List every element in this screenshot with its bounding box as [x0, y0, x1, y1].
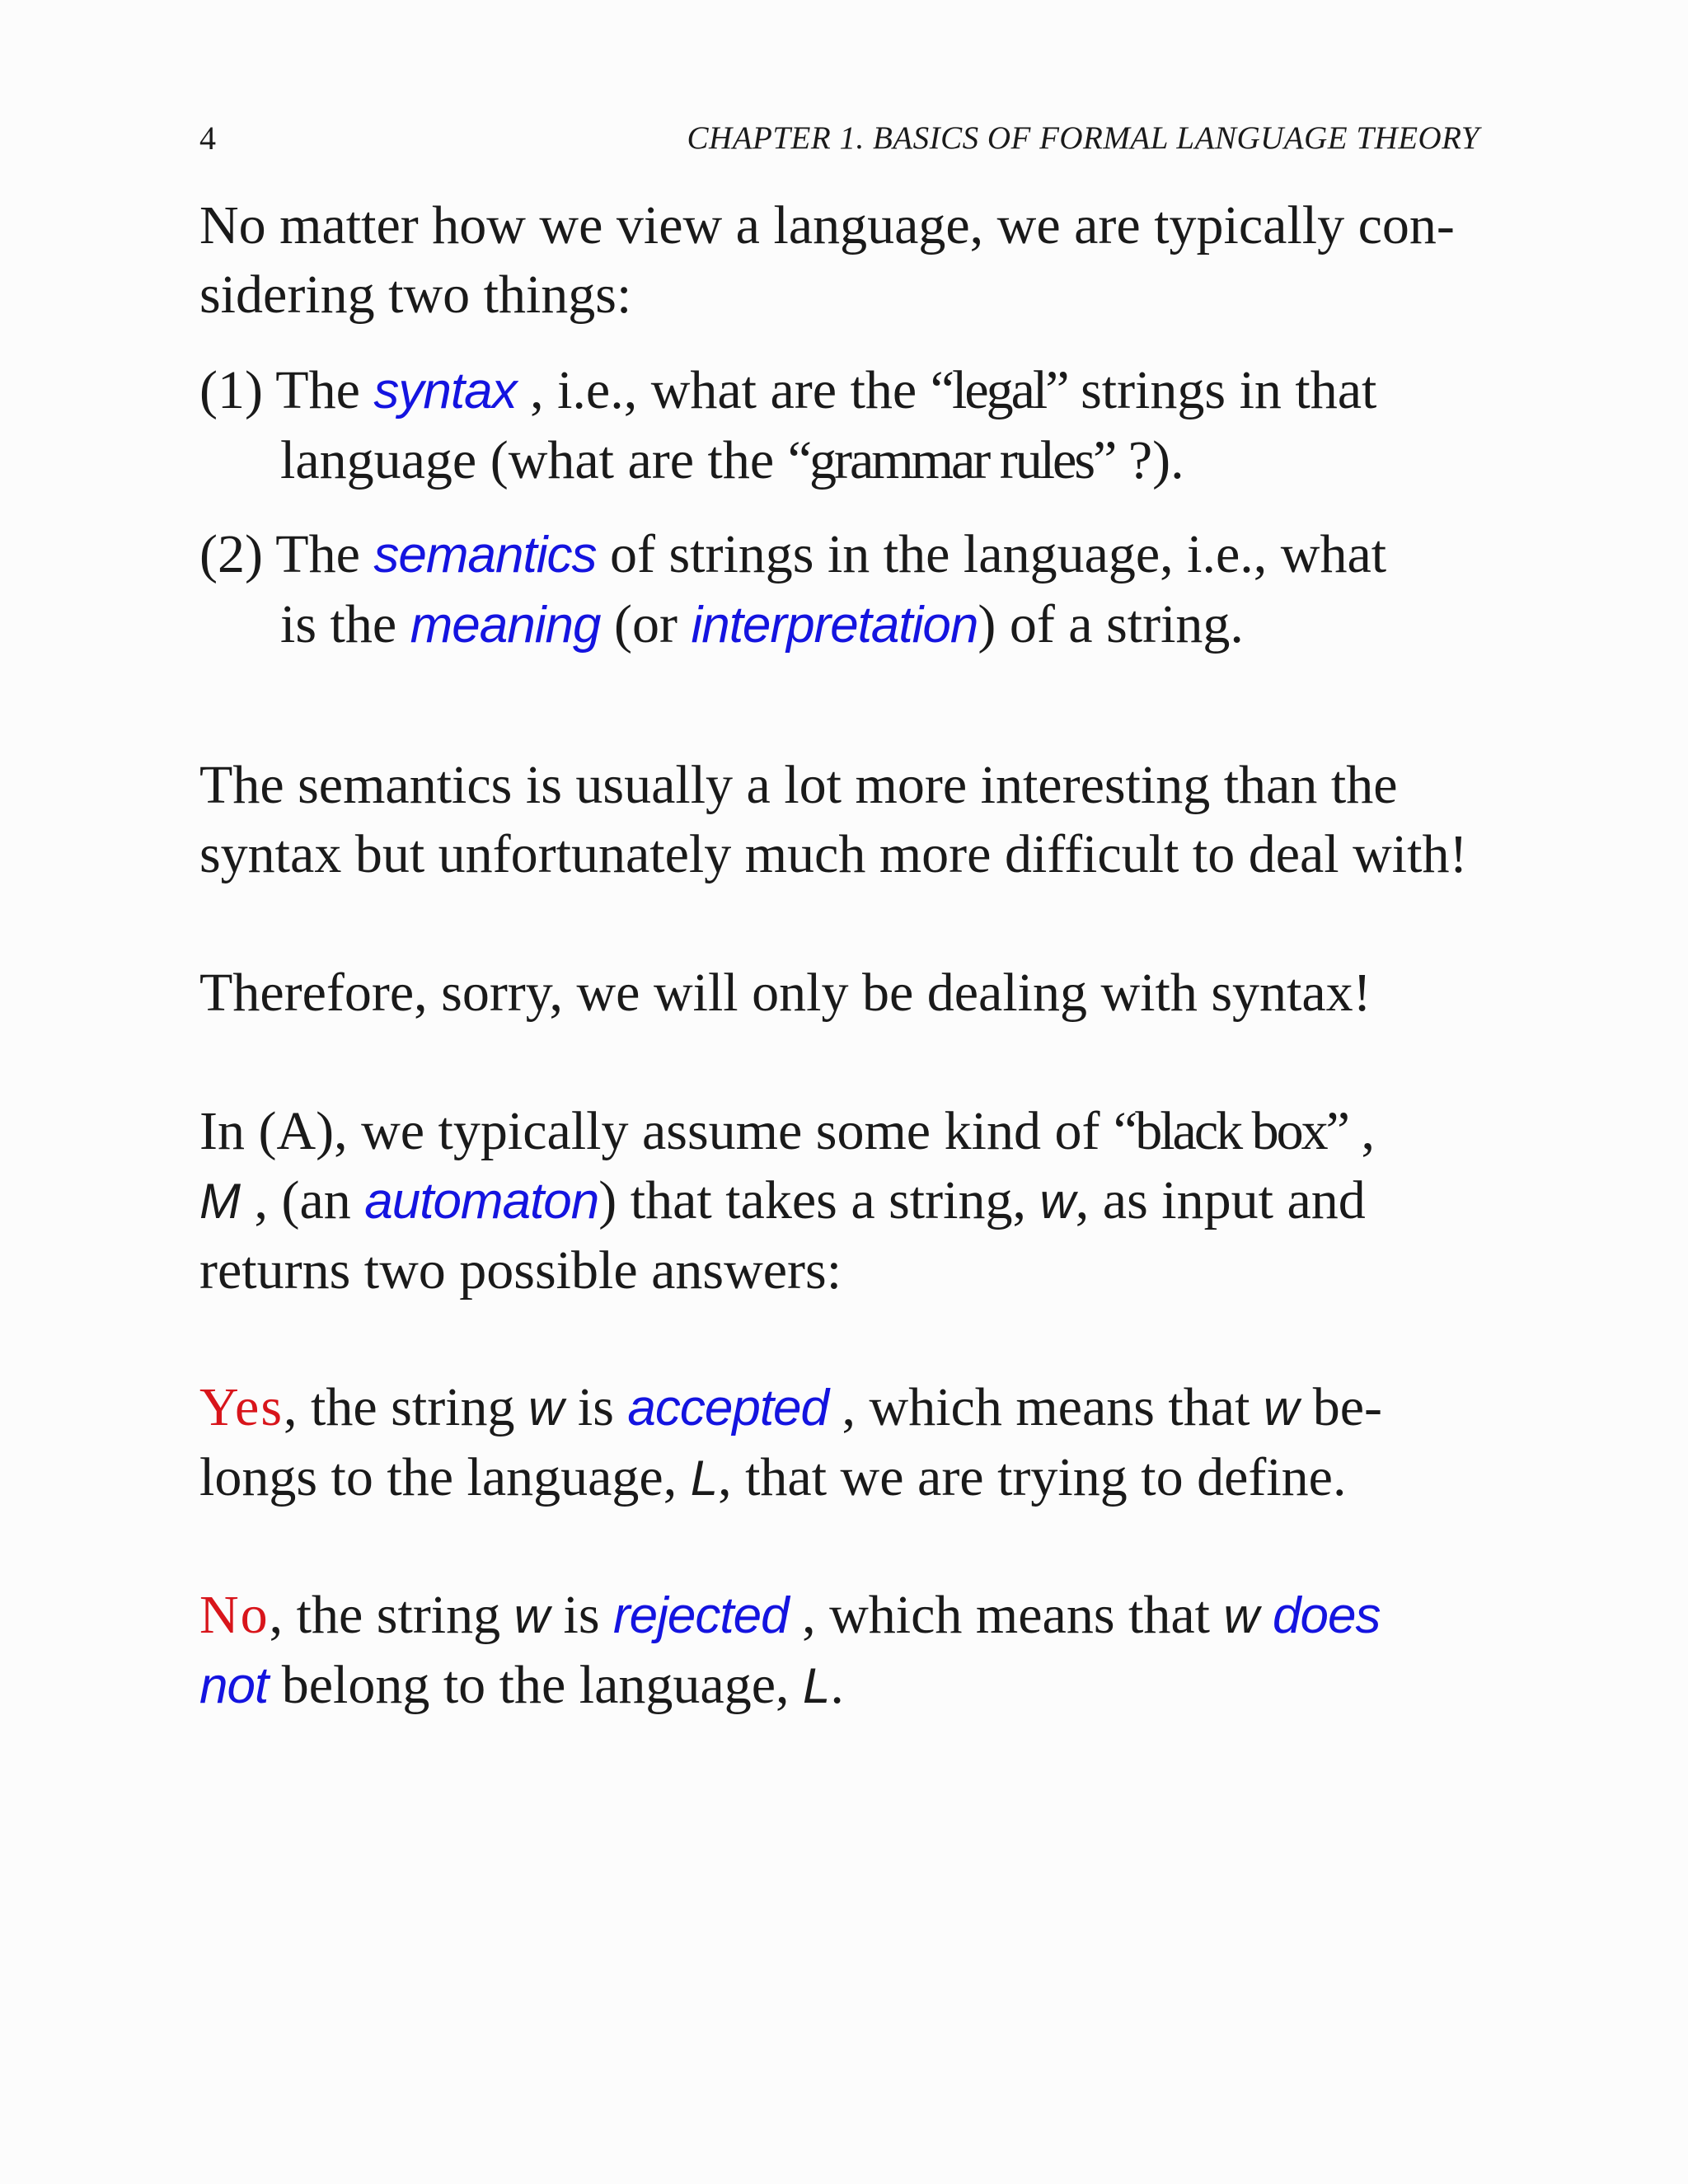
no-part1: , the string: [269, 1585, 514, 1645]
item2-line2-end: ) of a string.: [978, 594, 1244, 654]
a-line1-end: ,: [1347, 1101, 1375, 1161]
no-part2: is: [549, 1585, 614, 1645]
yes-part1: , the string: [284, 1377, 529, 1437]
a-line3: returns two possible answers:: [199, 1240, 842, 1301]
yes-line2-end: , that we are trying to define.: [718, 1447, 1347, 1507]
no-word: No: [199, 1585, 270, 1645]
page-body: [199, 191, 1502, 1721]
no-line2-mid: belong to the language,: [268, 1655, 804, 1715]
yes-part3: , which means that: [828, 1377, 1264, 1437]
yes-var-w2: w: [1263, 1380, 1300, 1436]
semantics-line-1: The semantics is usually a lot more interesting than the: [199, 755, 1398, 815]
running-head: CHAPTER 1. BASICS OF FORMAL LANGUAGE THEORY: [687, 120, 1479, 156]
intro-line-2: sidering two things:: [199, 265, 632, 325]
no-var-w2: w: [1223, 1588, 1259, 1643]
no-line2-end: .: [830, 1655, 844, 1715]
quote-legal: “legal”: [930, 360, 1067, 420]
term-meaning: meaning: [410, 597, 601, 654]
semantics-paragraph: [199, 751, 1502, 889]
term-automaton: automaton: [364, 1173, 599, 1230]
intro-paragraph: [199, 191, 1502, 330]
term-semantics: semantics: [373, 527, 597, 583]
item2-line2-start: is the: [280, 594, 410, 654]
item2-prefix: (2) The: [199, 524, 374, 584]
semantics-line-2: syntax but unfortunately much more difficult to deal with!: [199, 824, 1468, 884]
quote-grammar-rules: “grammar rules”: [787, 430, 1115, 490]
therefore-paragraph: [199, 958, 1502, 1028]
item1-mid: , i.e., what are the: [516, 360, 931, 420]
a-line2-end: , as input and: [1075, 1170, 1366, 1230]
no-paragraph: [199, 1581, 1502, 1721]
term-interpretation: interpretation: [691, 597, 978, 654]
a-line1-start: In (A), we typically assume some kind of: [199, 1101, 1114, 1161]
item1-prefix: (1) The: [199, 360, 374, 420]
yes-line1-end: be-: [1299, 1377, 1383, 1437]
page-number: 4: [199, 120, 216, 157]
yes-word: Yes: [199, 1377, 284, 1437]
no-var-w: w: [513, 1588, 550, 1643]
yes-line2-start: longs to the language,: [199, 1447, 691, 1507]
yes-paragraph: [199, 1373, 1502, 1513]
therefore-line: Therefore, sorry, we will only be dealing with syntax!: [199, 963, 1372, 1023]
list-item-semantics: [199, 520, 1502, 660]
term-accepted: accepted: [627, 1380, 829, 1436]
var-m: M: [199, 1174, 241, 1229]
item2-mid: (or: [600, 594, 692, 654]
list-item-syntax: [199, 356, 1502, 495]
item1-line1-end: strings in that: [1067, 360, 1377, 420]
term-not: not: [199, 1657, 269, 1714]
var-w: w: [1039, 1174, 1076, 1229]
automaton-paragraph: [199, 1097, 1502, 1305]
quote-black-box: “black box”: [1113, 1101, 1348, 1161]
yes-var-w: w: [528, 1380, 565, 1436]
a-line2-part1: , (an: [240, 1170, 365, 1230]
intro-line-1: No matter how we view a language, we are typically con-: [199, 195, 1455, 255]
no-part3: , which means that: [788, 1585, 1224, 1645]
item2-line1-end: of strings in the language, i.e., what: [596, 524, 1387, 584]
item1-line2-start: language (what are the: [280, 430, 788, 490]
no-var-l: L: [803, 1658, 831, 1713]
term-does: does: [1259, 1587, 1381, 1644]
yes-var-l: L: [690, 1451, 719, 1506]
a-line2-part2: ) that takes a string,: [598, 1170, 1040, 1230]
item1-line2-end: ?).: [1114, 430, 1184, 490]
yes-part2: is: [564, 1377, 628, 1437]
term-rejected: rejected: [613, 1587, 789, 1644]
term-syntax: syntax: [373, 363, 517, 419]
